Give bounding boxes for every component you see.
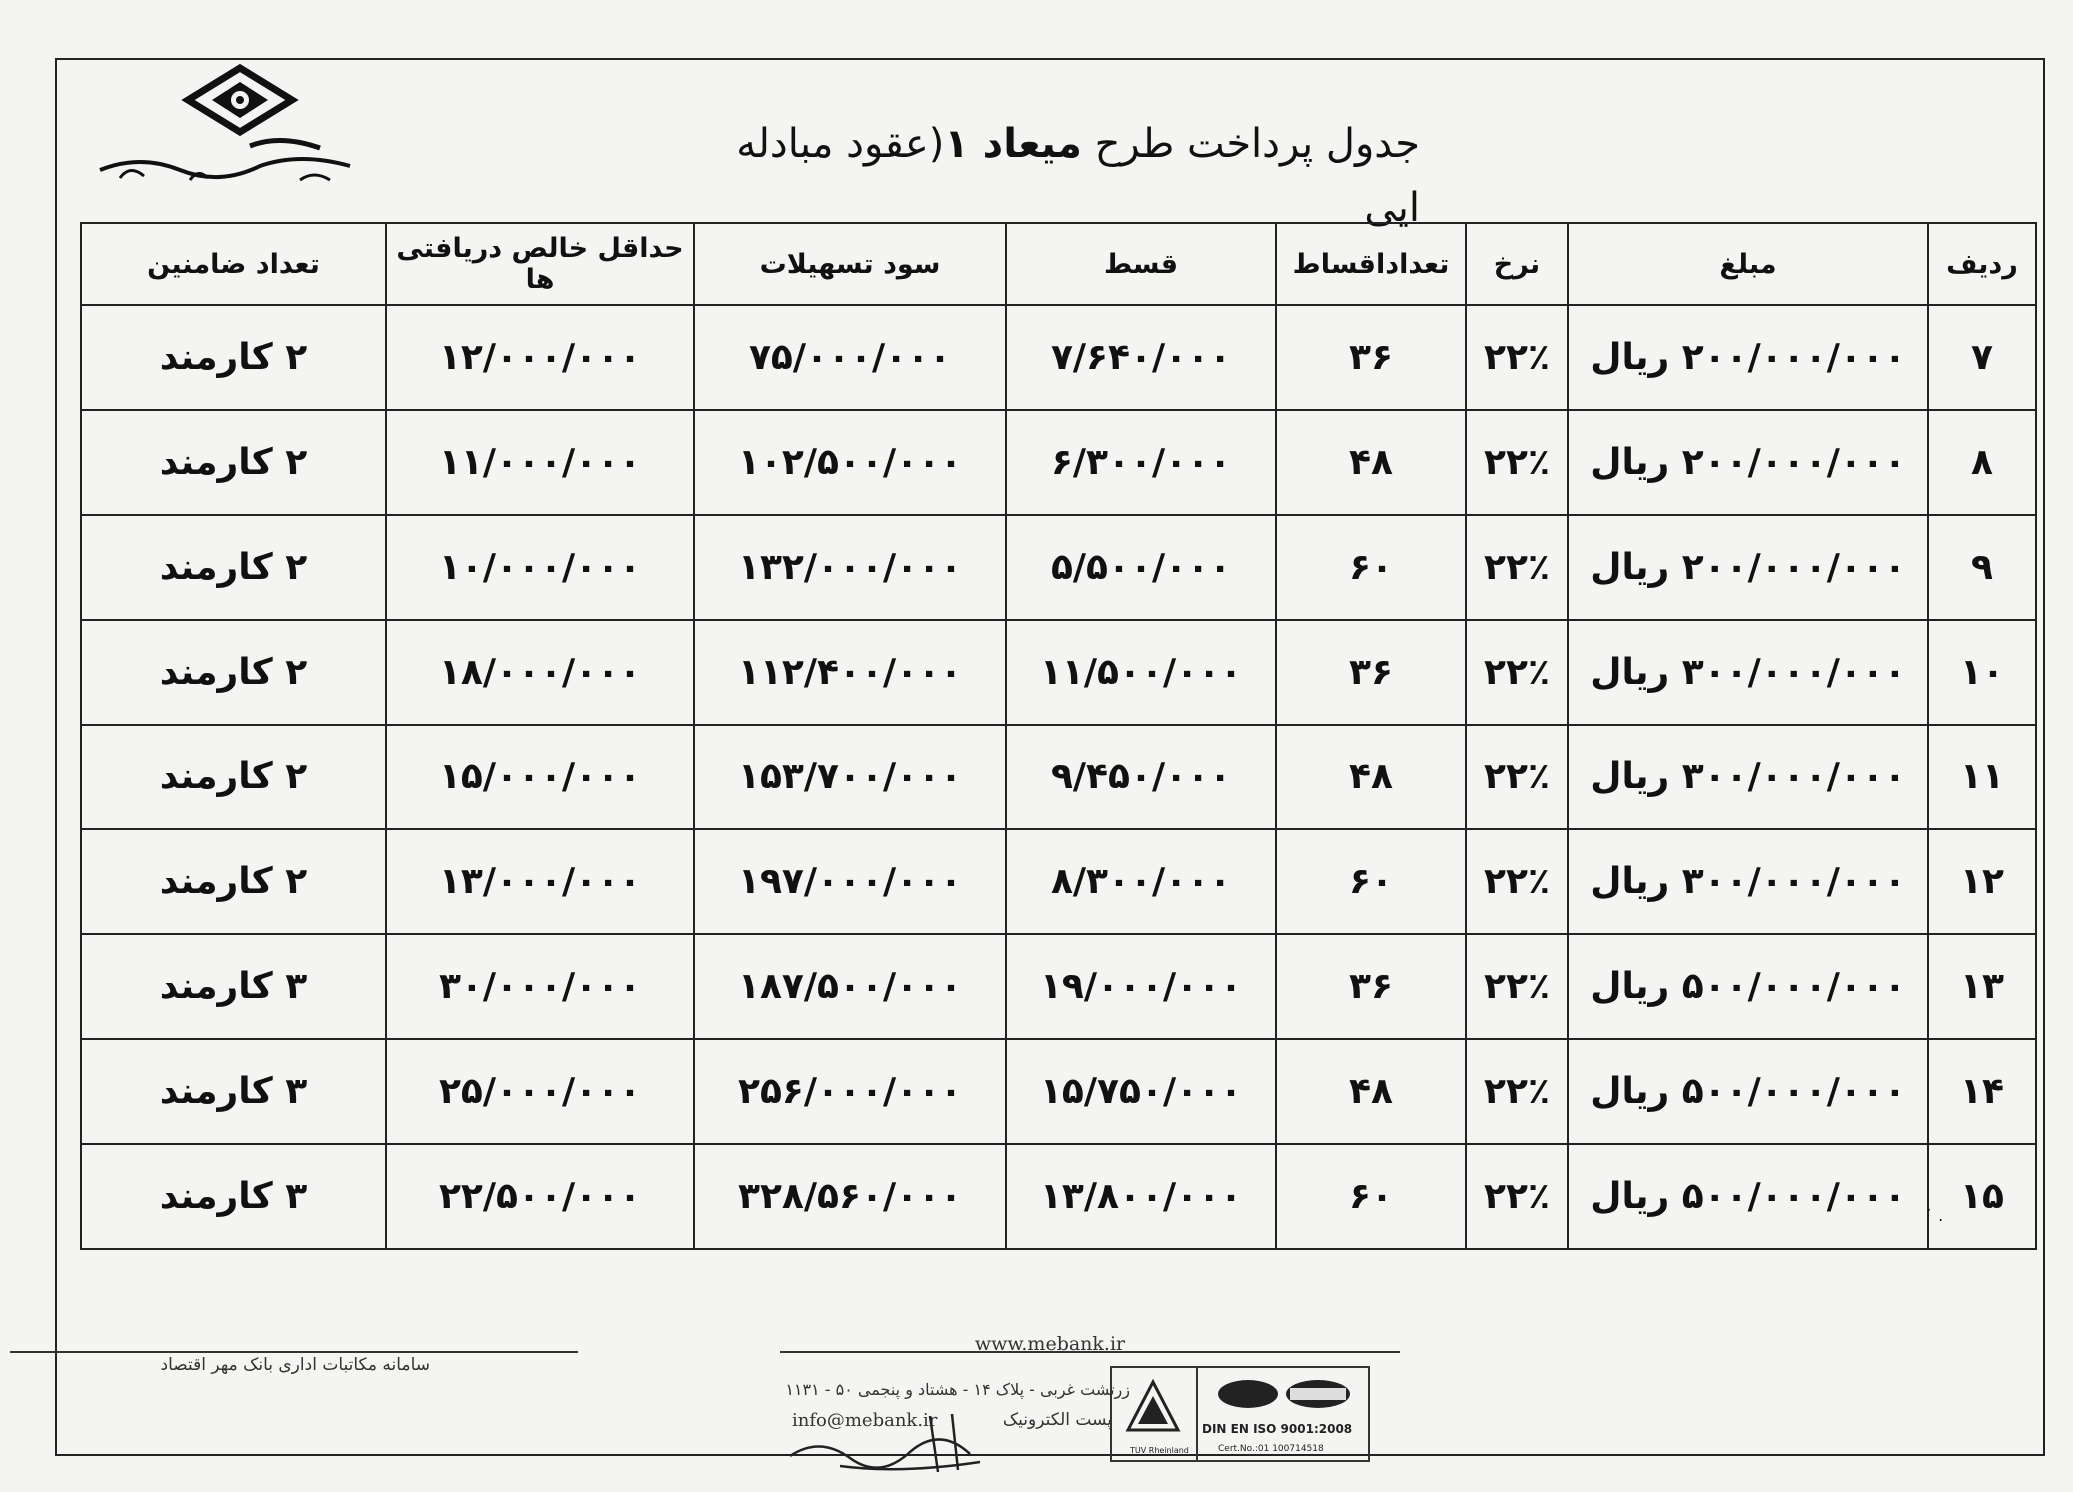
cell-guarantors: ۲ کارمند <box>81 515 386 620</box>
tuv-label: TUV Rheinland <box>1130 1446 1189 1455</box>
cell-count: ۴۸ <box>1276 410 1466 515</box>
cell-installment: ۷/۶۴۰/۰۰۰ <box>1006 305 1276 410</box>
title-emphasis: میعاد ۱ <box>944 121 1082 167</box>
cell-min-net: ۱۸/۰۰۰/۰۰۰ <box>386 620 694 725</box>
cell-count: ۳۶ <box>1276 934 1466 1039</box>
cell-guarantors: ۲ کارمند <box>81 725 386 830</box>
table-row <box>81 725 2036 830</box>
cell-guarantors: ۲ کارمند <box>81 305 386 410</box>
cell-rate: ۲۲٪ <box>1466 305 1568 410</box>
cell-interest: ۱۵۳/۷۰۰/۰۰۰ <box>694 725 1006 830</box>
cell-radif: ۱۵ <box>1928 1144 2036 1249</box>
column-header-count: تعداداقساط <box>1276 223 1466 305</box>
footer-address: زرتشت غربی - پلاک ۱۴ - هشتاد و پنجمی ۵۰ - ۱۱۳۱ <box>785 1380 1130 1399</box>
iso-standard-text: DIN EN ISO 9001:2008 <box>1202 1422 1353 1436</box>
cell-interest: ۱۸۷/۵۰۰/۰۰۰ <box>694 934 1006 1039</box>
document-title <box>700 112 1420 231</box>
cell-amount: ۵۰۰/۰۰۰/۰۰۰ ریال <box>1568 1144 1928 1249</box>
cell-count: ۶۰ <box>1276 515 1466 620</box>
table-row <box>81 829 2036 934</box>
cell-min-net: ۱۱/۰۰۰/۰۰۰ <box>386 410 694 515</box>
cell-guarantors: ۲ کارمند <box>81 829 386 934</box>
cell-amount: ۵۰۰/۰۰۰/۰۰۰ ریال <box>1568 1039 1928 1144</box>
cell-guarantors: ۳ کارمند <box>81 934 386 1039</box>
column-header-rate: نرخ <box>1466 223 1568 305</box>
cell-amount: ۲۰۰/۰۰۰/۰۰۰ ریال <box>1568 410 1928 515</box>
cell-installment: ۱۵/۷۵۰/۰۰۰ <box>1006 1039 1276 1144</box>
cell-rate: ۲۲٪ <box>1466 934 1568 1039</box>
cell-installment: ۱۳/۸۰۰/۰۰۰ <box>1006 1144 1276 1249</box>
cell-guarantors: ۳ کارمند <box>81 1039 386 1144</box>
cell-min-net: ۲۵/۰۰۰/۰۰۰ <box>386 1039 694 1144</box>
cell-interest: ۱۳۲/۰۰۰/۰۰۰ <box>694 515 1006 620</box>
cell-min-net: ۱۰/۰۰۰/۰۰۰ <box>386 515 694 620</box>
cell-count: ۴۸ <box>1276 725 1466 830</box>
handwritten-signature <box>780 1396 1120 1476</box>
cell-interest: ۱۱۲/۴۰۰/۰۰۰ <box>694 620 1006 725</box>
table-row <box>81 1039 2036 1144</box>
table-row <box>81 620 2036 725</box>
cell-count: ۳۶ <box>1276 305 1466 410</box>
cell-radif: ۸ <box>1928 410 2036 515</box>
cell-min-net: ۱۳/۰۰۰/۰۰۰ <box>386 829 694 934</box>
column-header-amount: مبلغ <box>1568 223 1928 305</box>
table-header-row <box>81 223 2036 305</box>
cell-rate: ۲۲٪ <box>1466 410 1568 515</box>
cell-radif: ۱۴ <box>1928 1039 2036 1144</box>
title-part1: جدول پرداخت طرح <box>1094 121 1420 167</box>
column-header-guarantors: تعداد ضامنین <box>81 223 386 305</box>
iso-emblem-icon <box>1198 1368 1368 1420</box>
cell-interest: ۱۹۷/۰۰۰/۰۰۰ <box>694 829 1006 934</box>
bank-logo <box>80 62 380 192</box>
cell-amount: ۳۰۰/۰۰۰/۰۰۰ ریال <box>1568 725 1928 830</box>
table-row <box>81 515 2036 620</box>
cell-guarantors: ۳ کارمند <box>81 1144 386 1249</box>
table-row <box>81 934 2036 1039</box>
cell-radif: ۱۲ <box>1928 829 2036 934</box>
footer-rule-left <box>10 1351 578 1353</box>
cell-guarantors: ۲ کارمند <box>81 410 386 515</box>
certification-box <box>1110 1366 1370 1462</box>
cell-amount: ۳۰۰/۰۰۰/۰۰۰ ریال <box>1568 829 1928 934</box>
column-header-installment: قسط <box>1006 223 1276 305</box>
table-row <box>81 410 2036 515</box>
cell-min-net: ۱۲/۰۰۰/۰۰۰ <box>386 305 694 410</box>
cell-guarantors: ۲ کارمند <box>81 620 386 725</box>
cell-interest: ۷۵/۰۰۰/۰۰۰ <box>694 305 1006 410</box>
footer-system-note: سامانه مکاتبات اداری بانک مهر اقتصاد <box>160 1355 430 1375</box>
cell-installment: ۹/۴۵۰/۰۰۰ <box>1006 725 1276 830</box>
cell-amount: ۲۰۰/۰۰۰/۰۰۰ ریال <box>1568 305 1928 410</box>
cert-number: Cert.No.:01 100714518 <box>1218 1444 1324 1454</box>
column-header-min-net: حداقل خالص دریافتی ها <box>386 223 694 305</box>
cell-count: ۳۶ <box>1276 620 1466 725</box>
stray-dots: ˙ . <box>1925 1206 1944 1225</box>
cell-rate: ۲۲٪ <box>1466 515 1568 620</box>
table-row <box>81 1144 2036 1249</box>
column-header-radif: ردیف <box>1928 223 2036 305</box>
cell-radif: ۱۳ <box>1928 934 2036 1039</box>
cell-rate: ۲۲٪ <box>1466 1039 1568 1144</box>
cell-rate: ۲۲٪ <box>1466 725 1568 830</box>
cell-count: ۶۰ <box>1276 829 1466 934</box>
cell-installment: ۸/۳۰۰/۰۰۰ <box>1006 829 1276 934</box>
cell-min-net: ۱۵/۰۰۰/۰۰۰ <box>386 725 694 830</box>
cell-interest: ۳۲۸/۵۶۰/۰۰۰ <box>694 1144 1006 1249</box>
payment-table <box>80 222 2037 1250</box>
cell-installment: ۶/۳۰۰/۰۰۰ <box>1006 410 1276 515</box>
cell-min-net: ۲۲/۵۰۰/۰۰۰ <box>386 1144 694 1249</box>
cell-min-net: ۳۰/۰۰۰/۰۰۰ <box>386 934 694 1039</box>
cell-rate: ۲۲٪ <box>1466 620 1568 725</box>
cell-rate: ۲۲٪ <box>1466 829 1568 934</box>
footer-email-label: پست الکترونیک <box>1002 1410 1112 1430</box>
column-header-interest: سود تسهیلات <box>694 223 1006 305</box>
cell-interest: ۱۰۲/۵۰۰/۰۰۰ <box>694 410 1006 515</box>
table-row <box>81 305 2036 410</box>
cell-rate: ۲۲٪ <box>1466 1144 1568 1249</box>
cell-installment: ۱۹/۰۰۰/۰۰۰ <box>1006 934 1276 1039</box>
cell-count: ۴۸ <box>1276 1039 1466 1144</box>
cell-radif: ۱۱ <box>1928 725 2036 830</box>
cell-radif: ۷ <box>1928 305 2036 410</box>
tuv-cert <box>1112 1368 1198 1460</box>
footer-website[interactable]: www.mebank.ir <box>974 1333 1126 1355</box>
cell-installment: ۵/۵۰۰/۰۰۰ <box>1006 515 1276 620</box>
cell-amount: ۳۰۰/۰۰۰/۰۰۰ ریال <box>1568 620 1928 725</box>
cell-amount: ۲۰۰/۰۰۰/۰۰۰ ریال <box>1568 515 1928 620</box>
cell-amount: ۵۰۰/۰۰۰/۰۰۰ ریال <box>1568 934 1928 1039</box>
cell-radif: ۱۰ <box>1928 620 2036 725</box>
cell-interest: ۲۵۶/۰۰۰/۰۰۰ <box>694 1039 1006 1144</box>
cell-radif: ۹ <box>1928 515 2036 620</box>
title-part2: (عقود مبادله ایی <box>736 121 1420 231</box>
cell-installment: ۱۱/۵۰۰/۰۰۰ <box>1006 620 1276 725</box>
cell-count: ۶۰ <box>1276 1144 1466 1249</box>
footer-email[interactable]: info@mebank.ir <box>792 1410 938 1431</box>
iso-cert <box>1198 1368 1368 1460</box>
